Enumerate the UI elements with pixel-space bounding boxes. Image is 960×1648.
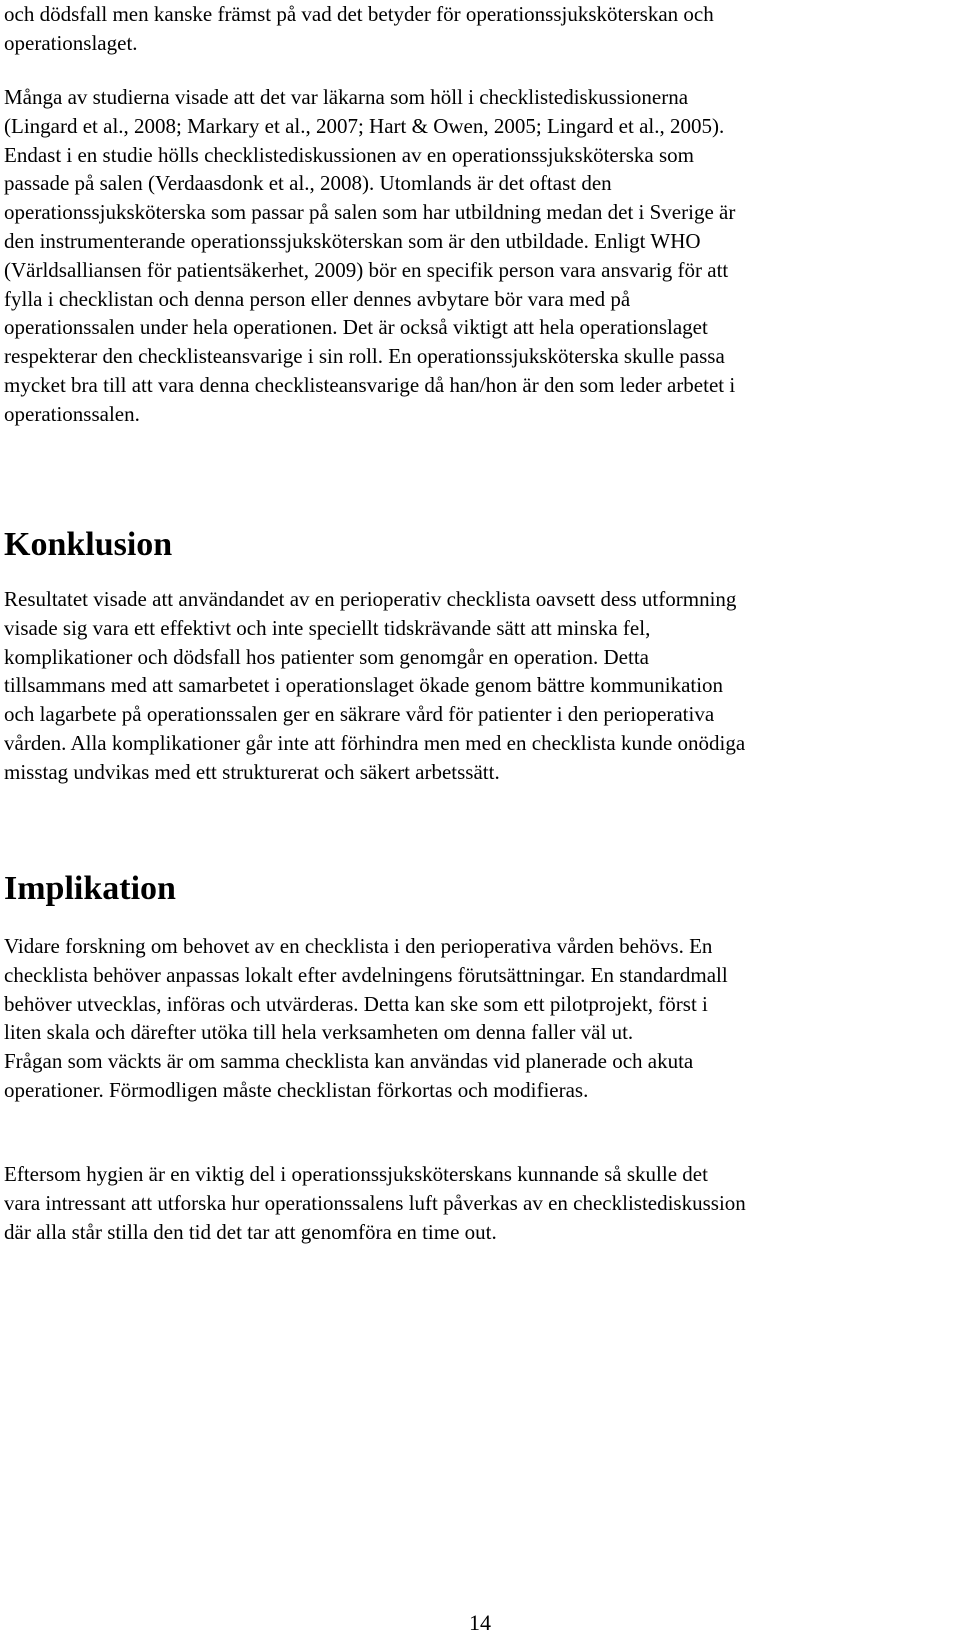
text-line: Frågan som väckts är om samma checklista kan användas vid planerade och akuta: [4, 1049, 694, 1074]
text-line: operationer. Förmodligen måste checklistan förkortas och modifieras.: [4, 1077, 589, 1102]
text-line: operationslaget.: [4, 30, 138, 55]
text-line: misstag undvikas med ett strukturerat och säkert arbetssätt.: [4, 759, 500, 784]
implikation-heading: Implikation: [4, 870, 176, 907]
discussion-paragraph: [4, 83, 949, 429]
text-line: checklista behöver anpassas lokalt efter avdelningens förutsättningar. En standardmall: [4, 962, 728, 987]
text-line: passade på salen (Verdaasdonk et al., 2008). Utomlands är det oftast den: [4, 171, 612, 196]
text-line: vården. Alla komplikationer går inte att förhindra men med en checklista kunde onödiga: [4, 730, 746, 755]
text-line: vara intressant att utforska hur operationssalens luft påverkas av en checklistediskussion: [4, 1190, 746, 1215]
text-line: mycket bra till att vara denna checklisteansvarige då han/hon är den som leder arbetet i: [4, 372, 736, 397]
text-line: respekterar den checklisteansvarige i sin roll. En operationssjuksköterska skulle passa: [4, 344, 725, 369]
text-line: Endast i en studie hölls checklistediskussionen av en operationssjuksköterska som: [4, 142, 694, 167]
text-line: operationssalen.: [4, 401, 140, 426]
text-line: där alla står stilla den tid det tar att genomföra en time out.: [4, 1219, 497, 1244]
text-line: operationssjuksköterska som passar på salen som har utbildning medan det i Sverige är: [4, 200, 736, 225]
text-line: behöver utvecklas, införas och utvärderas. Detta kan ske som ett pilotprojekt, först i: [4, 991, 708, 1016]
text-line: (Världsalliansen för patientsäkerhet, 2009) bör en specifik person vara ansvarig för att: [4, 257, 729, 282]
text-line: Vidare forskning om behovet av en checklista i den perioperativa vården behövs. En: [4, 934, 713, 958]
intro-paragraph-fragment: [4, 0, 949, 58]
implikation-paragraph-2: [4, 1160, 949, 1246]
text-line: den instrumenterande operationssjuksköterskan som är den utbildade. Enligt WHO: [4, 228, 701, 253]
text-line: Många av studierna visade att det var läkarna som höll i checklistediskussionerna: [4, 85, 689, 109]
text-line: och dödsfall men kanske främst på vad det betyder för operationssjuksköterskan och: [4, 2, 714, 26]
text-line: operationssalen under hela operationen. Det är också viktigt att hela operationslaget: [4, 315, 708, 340]
konklusion-paragraph: [4, 585, 949, 787]
page-number: 14: [469, 1610, 491, 1635]
text-line: Eftersom hygien är en viktig del i operationssjuksköterskans kunnande så skulle det: [4, 1162, 708, 1186]
text-line: tillsammans med att samarbetet i operationslaget ökade genom bättre kommunikation: [4, 673, 724, 698]
implikation-paragraph-1: [4, 932, 949, 1105]
text-line: (Lingard et al., 2008; Markary et al., 2007; Hart & Owen, 2005; Lingard et al., 2005).: [4, 113, 725, 138]
text-line: fylla i checklistan och denna person eller dennes avbytare bör vara med på: [4, 286, 631, 311]
konklusion-heading: Konklusion: [4, 526, 173, 563]
text-line: liten skala och därefter utöka till hela verksamheten om denna faller väl ut.: [4, 1020, 634, 1045]
text-line: Resultatet visade att användandet av en perioperativ checklista oavsett dess utformning: [4, 587, 737, 611]
text-line: komplikationer och dödsfall hos patienter som genomgår en operation. Detta: [4, 644, 649, 669]
text-line: och lagarbete på operationssalen ger en säkrare vård för patienter i den perioperativa: [4, 702, 715, 727]
text-line: visade sig vara ett effektivt och inte speciellt tidskrävande sätt att minska fel,: [4, 615, 651, 640]
